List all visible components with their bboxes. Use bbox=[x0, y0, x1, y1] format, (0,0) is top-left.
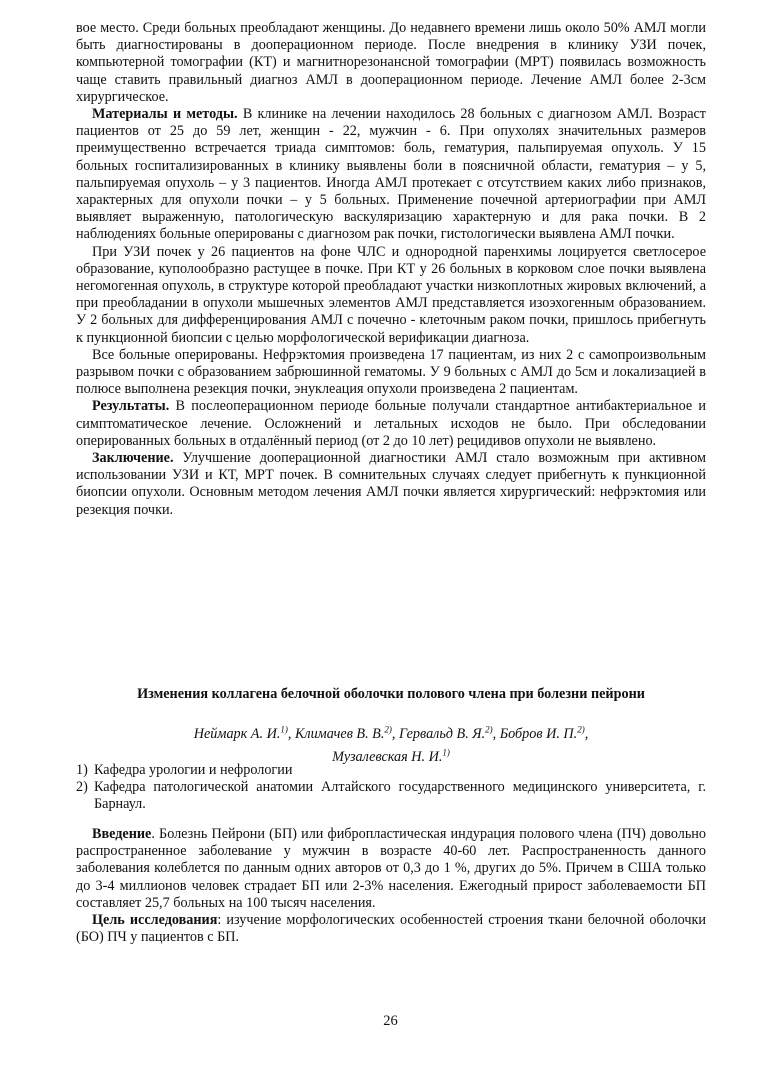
methods-paragraph bbox=[76, 106, 706, 244]
introduction-heading: Введение bbox=[92, 826, 152, 842]
author-list bbox=[76, 720, 706, 767]
conclusion-heading: Заключение. bbox=[92, 450, 174, 467]
author: Гервальд В. Я.$^{2)}$, bbox=[398, 724, 500, 742]
author: Музалевская Н. И.$^{1)}$ bbox=[332, 747, 450, 766]
affiliation-item: 2) Кафедра патологической анатомии Алтайского государственного медицинского университета, г. Барнаул. bbox=[76, 779, 706, 813]
aim-heading: Цель исследования bbox=[92, 912, 218, 929]
article-body bbox=[76, 826, 706, 946]
conclusion-paragraph bbox=[76, 450, 706, 519]
uzi-paragraph: При УЗИ почек у 26 пациентов на фоне ЧЛС и однородной паренхимы лоцируется светлосерое образование, куполообразно растущее в почке. При КТ у 26 больных в корковом слое почки выявлена негомогенная опухоль, в структуре которой преобладают участки низкоплотных жировых включений, а при преобладании в опухоли мышечных элементов АМЛ представляется изоэхогенным образованием. У 2 больных для дифференцирования АМЛ с почечно - клеточным раком почки, пришлось прибегнуть к пункционной биопсии с целью морфологической верификации диагноза. bbox=[76, 243, 706, 346]
aim-text: : изучение морфологических особенностей строения ткани белочной оболочки (БО) ПЧ у пациентов с БП. bbox=[76, 912, 706, 946]
methods-text: В клинике на лечении находилось 28 больных с диагнозом АМЛ. Возраст пациентов от 25 до 59 лет, женщин - 22, мужчин - 6. При опухолях значительных размеров преимущественно встречается триада симптомов: боль, гематурия, пальпируемая опухоль. У 15 больных госпитализированных в клинику выявлены боли в поясничной области, гематурия – у 5, пальпируемая опухоль – у 3 пациентов. Иногда АМЛ протекает с отсутствием каких либо признаков, характерных для опухоли почки – у 5 больных. Применение почечной артериографии при АМЛ выявляет выраженную, патологическую васкуляризацию характерную и для рака почки. В 2 наблюдениях больные оперированы с диагнозом рак почки, гистологически выявлена АМЛ почки. bbox=[76, 106, 706, 243]
results-text: В послеоперационном периоде больные получали стандартное антибактериальное и симптоматическое лечение. Осложнений и летальных исходов не было. При обследовании оперированных больных в отдалённый период (от 2 до 10 лет) рецидивов опухоли не выявлено. bbox=[76, 398, 706, 449]
results-heading: Результаты. bbox=[92, 398, 170, 415]
introduction-paragraph bbox=[76, 826, 706, 912]
surgery-paragraph: Все больные оперированы. Нефрэктомия произведена 17 пациентам, из них 2 с самопроизвольным разрывом почки с образованием забрюшинной гематомы. У 9 больных с АМЛ до 5см и локализацией в полюсе выполнена резекция почки, энуклеация опухоли произведена 2 пациентам. bbox=[76, 346, 706, 398]
results-paragraph bbox=[76, 398, 706, 450]
affiliations bbox=[76, 762, 706, 814]
methods-heading: Материалы и методы. bbox=[92, 106, 238, 123]
article-title: Изменения коллагена белочной оболочки полового члена при болезни пейрони bbox=[137, 686, 645, 702]
page-number: 26 bbox=[383, 1013, 398, 1029]
intro-paragraph: вое место. Среди больных преобладают женщины. До недавнего времени лишь около 50% АМЛ могли быть диагностированы в дооперационном периоде. После внедрения в клинику УЗИ почек, компьютерной томографии (КТ) и магнитнорезонансной томографии (МРТ) появилась возможность чаще ставить правильный диагноз АМЛ в дооперационном периоде. Лечение АМЛ более 2-3см хирургическое. bbox=[76, 20, 706, 105]
author: Бобров И. П.$^{2)}$, bbox=[499, 724, 589, 742]
aim-paragraph bbox=[76, 912, 706, 946]
conclusion-text: Улучшение дооперационной диагностики АМЛ стало возможным при активном использовании УЗИ и КТ, МРТ почек. В сомнительных случаях следует прибегнуть к пункционной биопсии опухоли. Основным методом лечения АМЛ почки является хирургический: нефрэктомия или резекция почки. bbox=[76, 450, 706, 518]
affiliation-item: 1) Кафедра урологии и нефрологии bbox=[76, 762, 293, 778]
author: Неймарк А. И.$^{1)}$, bbox=[193, 724, 295, 742]
author: Климачев В. В.$^{2)}$, bbox=[294, 724, 399, 742]
previous-article-body bbox=[76, 20, 706, 519]
introduction-text: . Болезнь Пейрони (БП) или фибропластическая индурация полового члена (ПЧ) довольно распространенное заболевание у мужчин в возрасте 40-60 лет. Распространенность данного заболевания колеблется по данным одних авторов от 0,3 до 1 %, других до 5%. Причем в США только до 3-4 миллионов человек страдает БП или 2-3% населения. Ежегодный прирост заболеваемости БП составляет 25,7 больных на 100 тысяч населения. bbox=[76, 826, 706, 911]
